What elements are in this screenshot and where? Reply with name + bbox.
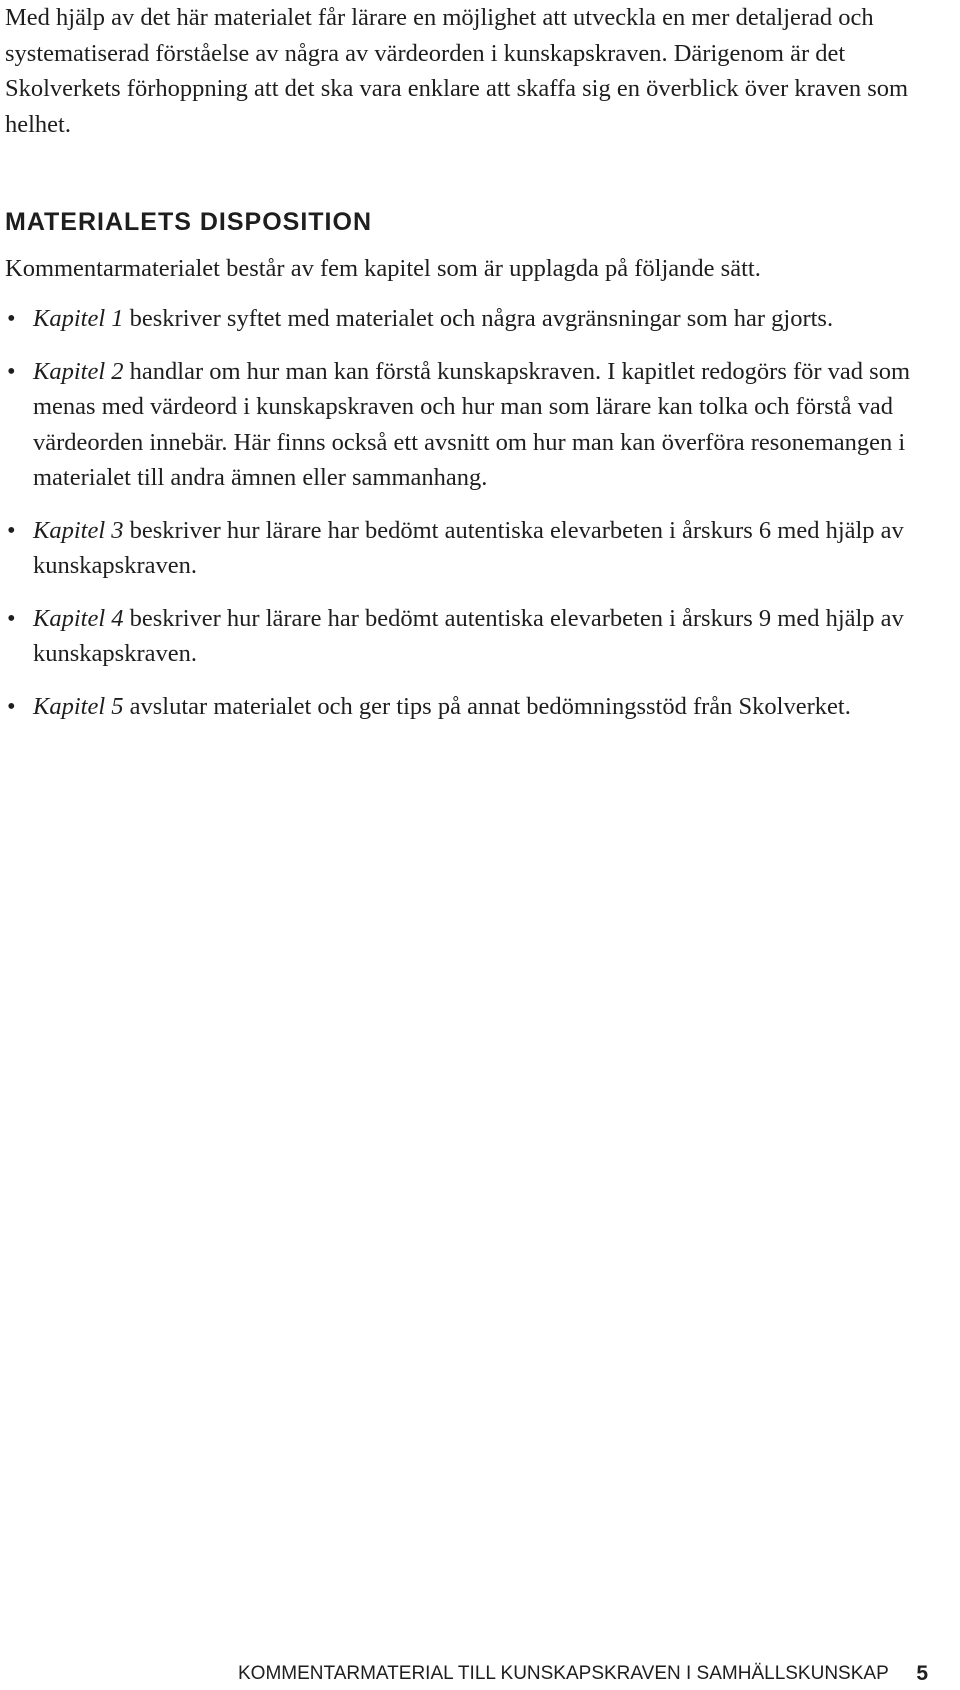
section-lead: Kommentarmaterialet består av fem kapitel som är upplagda på följande sätt.	[5, 255, 761, 282]
section-heading: MATERIALETS DISPOSITION	[5, 208, 372, 236]
chapter-description: beskriver hur lärare har bedömt autentiska elevarbeten i årskurs 6 med hjälp av kunskapskraven.	[33, 516, 904, 579]
bullet-icon: •	[7, 516, 16, 544]
chapter-name: Kapitel 5	[33, 692, 124, 720]
document-page	[5, 0, 945, 720]
list-item	[5, 354, 940, 496]
chapter-description: avslutar materialet och ger tips på annat bedömningsstöd från Skolverket.	[123, 692, 851, 720]
chapter-description: beskriver hur lärare har bedömt autentiska elevarbeten i årskurs 9 med hjälp av kunskapskraven.	[33, 604, 904, 667]
footer-title: KOMMENTARMATERIAL TILL KUNSKAPSKRAVEN I SAMHÄLLSKUNSKAP	[238, 1663, 889, 1684]
bullet-icon: •	[7, 357, 16, 385]
bullet-icon: •	[7, 305, 16, 332]
chapter-name: Kapitel 2	[33, 357, 124, 385]
list-item	[5, 689, 940, 725]
list-item	[5, 301, 940, 337]
chapter-description: handlar om hur man kan förstå kunskapskraven. I kapitlet redogörs för vad som menas med värdeord i kunskapskraven och hur man som lärare kan tolka och förstå vad värdeorden innebär. Här finns också ett avsnitt om hur man kan överföra resonemangen i materialet till andra ämnen eller sammanhang.	[33, 357, 911, 491]
page-footer	[238, 1662, 928, 1686]
chapter-list	[5, 301, 940, 741]
list-item	[5, 513, 940, 584]
chapter-name: Kapitel 1	[33, 305, 124, 332]
list-item	[5, 601, 940, 672]
chapter-name: Kapitel 4	[33, 604, 124, 632]
page-number: 5	[916, 1662, 928, 1685]
chapter-name: Kapitel 3	[33, 516, 124, 544]
bullet-icon: •	[7, 692, 16, 720]
chapter-description: beskriver syftet med materialet och några avgränsningar som har gjorts.	[123, 305, 834, 332]
intro-paragraph: Med hjälp av det här materialet får lärare en möjlighet att utveckla en mer detaljerad och systematiserad förståelse av några av värdeorden i kunskapskraven. Därigenom är det Skolverkets förhoppning att det ska vara enklare att skaffa sig en överblick över kraven som helhet.	[5, 4, 909, 138]
bullet-icon: •	[7, 604, 16, 632]
